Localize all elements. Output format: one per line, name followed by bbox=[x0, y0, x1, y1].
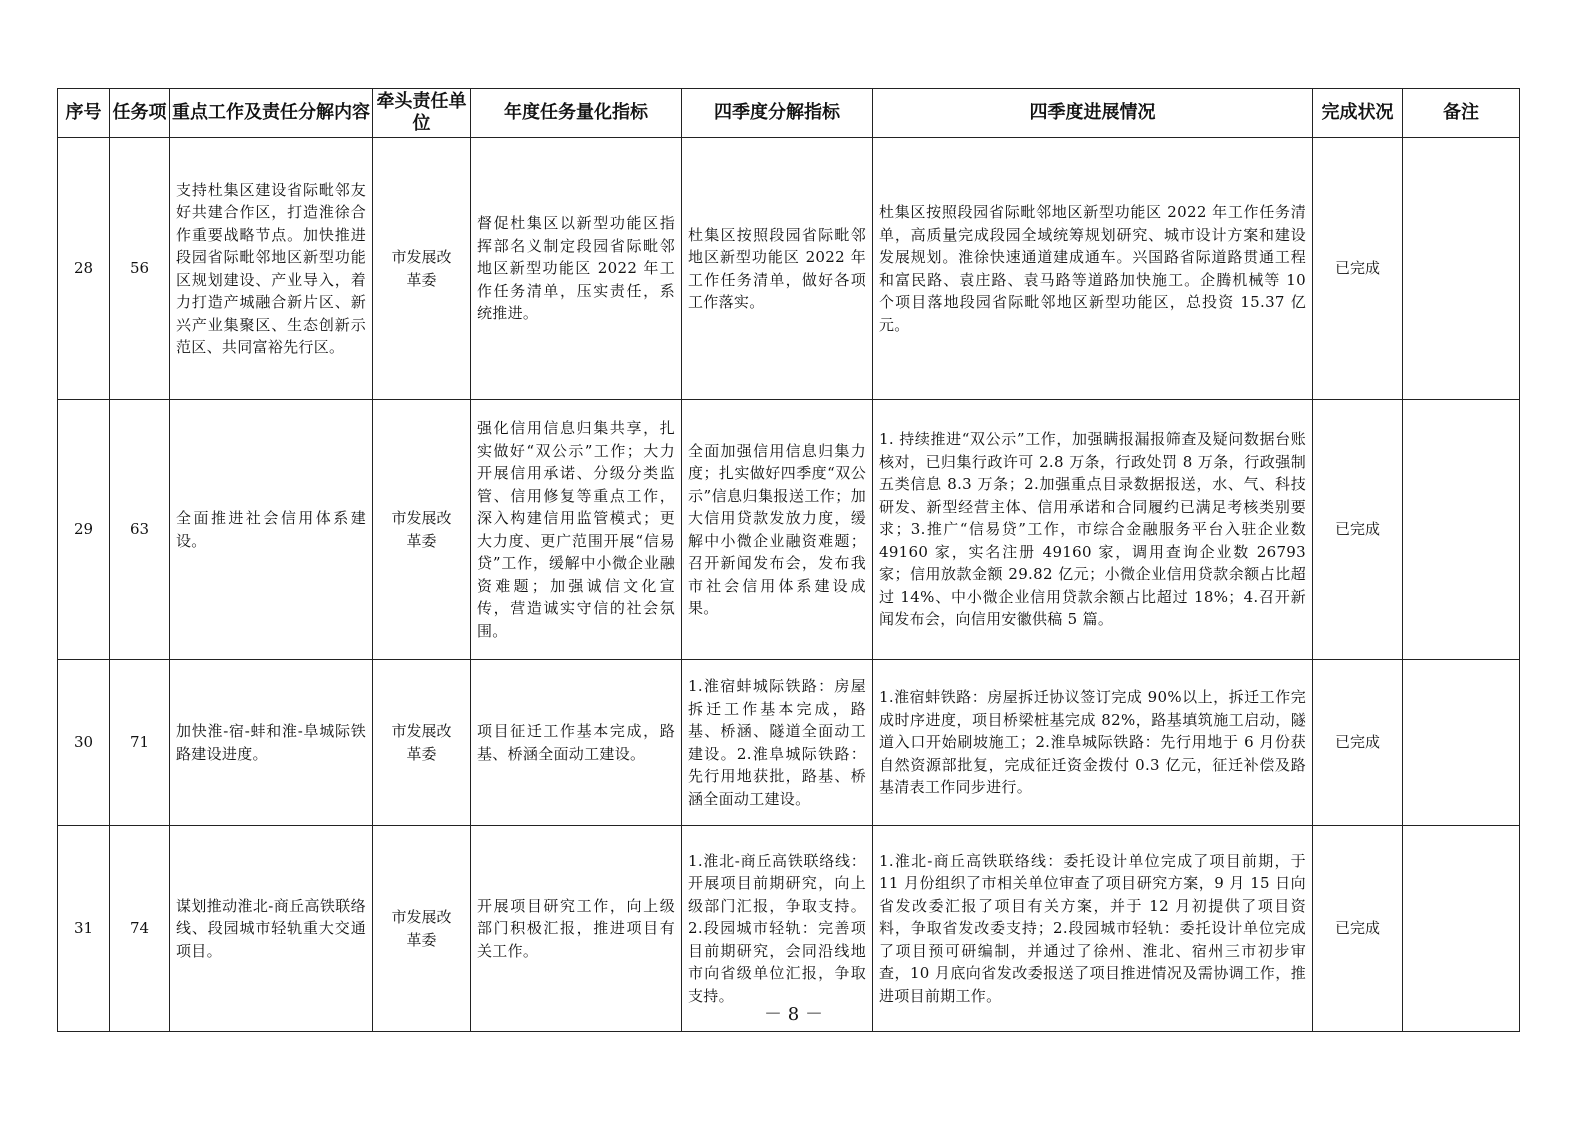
header-progress: 四季度进展情况 bbox=[873, 89, 1313, 138]
cell-unit-text: 市发展改革委 bbox=[391, 908, 452, 949]
cell-unit bbox=[373, 138, 471, 400]
cell-seq: 28 bbox=[58, 138, 110, 400]
cell-unit-text: 市发展改革委 bbox=[391, 509, 452, 550]
cell-progress: 杜集区按照段园省际毗邻地区新型功能区 2022 年工作任务清单，高质量完成段园全域统筹规划研究、城市设计方案和建设发展规划。淮徐快速通道建成通车。兴国路省际道路贯通工程和富民路、袁庄路、袁马路等道路加快施工。企腾机械等 10 个项目落地段园省际毗邻地区新型功能区，总投资 15.37 亿元。 bbox=[873, 138, 1313, 400]
cell-status: 已完成 bbox=[1313, 660, 1403, 826]
cell-quarter: 1.淮北-商丘高铁联络线：开展项目前期研究，向上级部门汇报，争取支持。2.段园城市轻轨：完善项目前期研究，会同沿线地市向省级单位汇报，争取支持。 bbox=[682, 826, 873, 1032]
table-row bbox=[58, 660, 1520, 826]
cell-content: 谋划推动淮北-商丘高铁联络线、段园城市轻轨重大交通项目。 bbox=[170, 826, 373, 1032]
header-status: 完成状况 bbox=[1313, 89, 1403, 138]
header-row bbox=[58, 89, 1520, 138]
cell-content: 支持杜集区建设省际毗邻友好共建合作区，打造淮徐合作重要战略节点。加快推进段园省际毗邻地区新型功能区规划建设、产业导入，着力打造产城融合新片区、新兴产业集聚区、生态创新示范区、共同富裕先行区。 bbox=[170, 138, 373, 400]
cell-unit-text: 市发展改革委 bbox=[391, 722, 452, 763]
cell-note bbox=[1403, 400, 1520, 660]
header-unit: 牵头责任单位 bbox=[373, 89, 471, 138]
cell-quarter: 1.淮宿蚌城际铁路：房屋拆迁工作基本完成，路基、桥涵、隧道全面动工建设。2.淮阜城际铁路：先行用地获批，路基、桥涵全面动工建设。 bbox=[682, 660, 873, 826]
header-task: 任务项 bbox=[110, 89, 170, 138]
cell-task: 71 bbox=[110, 660, 170, 826]
table-row bbox=[58, 400, 1520, 660]
header-seq: 序号 bbox=[58, 89, 110, 138]
cell-task: 56 bbox=[110, 138, 170, 400]
cell-unit bbox=[373, 400, 471, 660]
cell-status: 已完成 bbox=[1313, 826, 1403, 1032]
cell-annual: 开展项目研究工作，向上级部门积极汇报，推进项目有关工作。 bbox=[471, 826, 682, 1032]
cell-content: 全面推进社会信用体系建设。 bbox=[170, 400, 373, 660]
task-progress-table bbox=[57, 88, 1520, 1032]
cell-task: 74 bbox=[110, 826, 170, 1032]
cell-unit bbox=[373, 660, 471, 826]
header-quarter: 四季度分解指标 bbox=[682, 89, 873, 138]
cell-progress: 1.淮北-商丘高铁联络线：委托设计单位完成了项目前期，于 11 月份组织了市相关单位审查了项目研究方案，9 月 15 日向省发改委汇报了项目有关方案，并于 12 月初提供了项目资料，争取省发改委支持；2.段园城市轻轨：委托设计单位完成了项目预可研编制，并通过了徐州、淮北、宿州三市初步审查，10 月底向省发改委报送了项目推进情况及需协调工作，推进项目前期工作。 bbox=[873, 826, 1313, 1032]
cell-seq: 29 bbox=[58, 400, 110, 660]
header-content: 重点工作及责任分解内容 bbox=[170, 89, 373, 138]
cell-progress: 1.淮宿蚌铁路：房屋拆迁协议签订完成 90%以上，拆迁工作完成时序进度，项目桥梁桩基完成 82%，路基填筑施工启动，隧道入口开始刷坡施工；2.淮阜城际铁路：先行用地于 6 月份获自然资源部批复，完成征迁资金拨付 0.3 亿元，征迁补偿及路基清表工作同步进行。 bbox=[873, 660, 1313, 826]
cell-task: 63 bbox=[110, 400, 170, 660]
cell-note bbox=[1403, 660, 1520, 826]
cell-annual: 强化信用信息归集共享，扎实做好“双公示”工作；大力开展信用承诺、分级分类监管、信用修复等重点工作，深入构建信用监管模式；更大力度、更广范围开展“信易贷”工作，缓解中小微企业融资难题；加强诚信文化宣传，营造诚实守信的社会氛围。 bbox=[471, 400, 682, 660]
header-annual: 年度任务量化指标 bbox=[471, 89, 682, 138]
cell-seq: 31 bbox=[58, 826, 110, 1032]
cell-annual: 项目征迁工作基本完成，路基、桥涵全面动工建设。 bbox=[471, 660, 682, 826]
cell-note bbox=[1403, 138, 1520, 400]
cell-seq: 30 bbox=[58, 660, 110, 826]
header-note: 备注 bbox=[1403, 89, 1520, 138]
cell-status: 已完成 bbox=[1313, 138, 1403, 400]
cell-status: 已完成 bbox=[1313, 400, 1403, 660]
cell-quarter: 杜集区按照段园省际毗邻地区新型功能区 2022 年工作任务清单，做好各项工作落实。 bbox=[682, 138, 873, 400]
table-row bbox=[58, 138, 1520, 400]
cell-content: 加快淮-宿-蚌和淮-阜城际铁路建设进度。 bbox=[170, 660, 373, 826]
cell-unit-text: 市发展改革委 bbox=[391, 248, 452, 289]
cell-quarter: 全面加强信用信息归集力度；扎实做好四季度“双公示”信息归集报送工作；加大信用贷款发放力度，缓解中小微企业融资难题；召开新闻发布会，发布我市社会信用体系建设成果。 bbox=[682, 400, 873, 660]
cell-progress: 1. 持续推进“双公示”工作，加强瞒报漏报筛查及疑问数据台账核对，已归集行政许可 2.8 万条，行政处罚 8 万条，行政强制五类信息 8.3 万条；2.加强重点目录数据报送，水、气、科技研发、新型经营主体、信用承诺和合同履约已满足考核类别要求；3.推广“信易贷”工作，市综合金融服务平台入驻企业数 49160 家，实名注册 49160 家，调用查询企业数 26793 家；信用放款金额 29.82 亿元；小微企业信用贷款余额占比超过 14%、中小微企业信用贷款余额占比超过 18%；4.召开新闻发布会，向信用安徽供稿 5 篇。 bbox=[873, 400, 1313, 660]
cell-annual: 督促杜集区以新型功能区指挥部名义制定段园省际毗邻地区新型功能区 2022 年工作任务清单，压实责任，系统推进。 bbox=[471, 138, 682, 400]
page-number: － 8 － bbox=[764, 1004, 823, 1025]
